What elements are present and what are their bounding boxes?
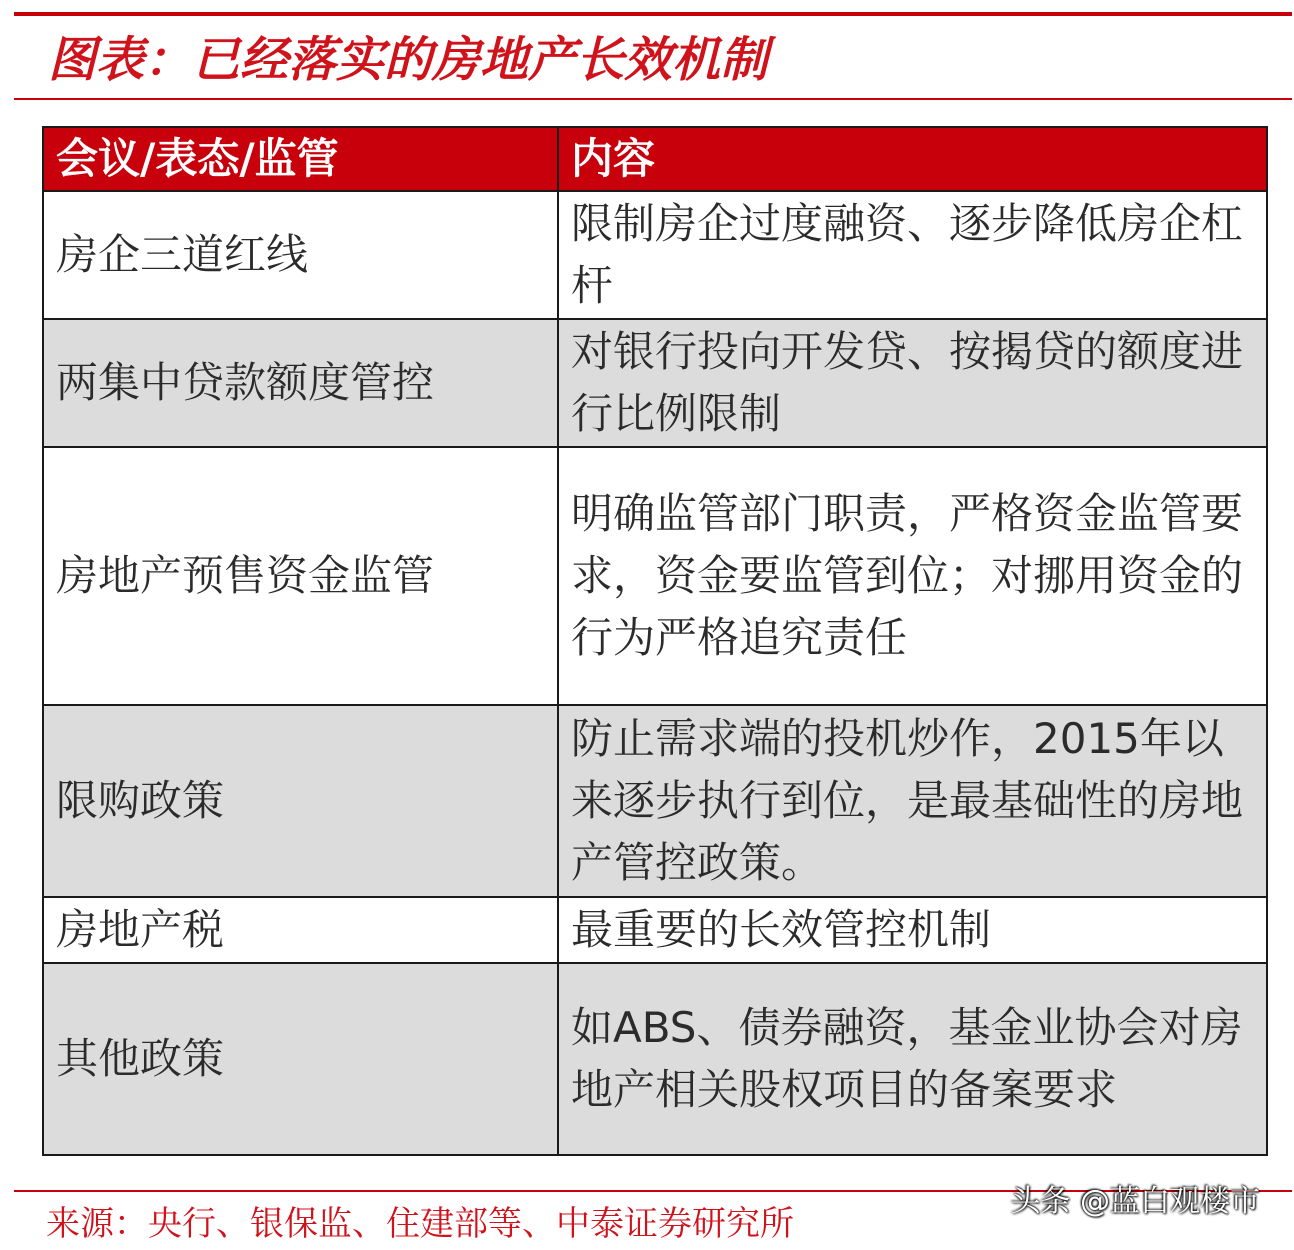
table-header-row: [43, 127, 1267, 191]
table-row: [43, 191, 1267, 319]
row-content: 对银行投向开发贷、按揭贷的额度进行比例限制: [558, 319, 1267, 447]
top-red-rule: [14, 12, 1292, 16]
row-content: 如ABS、债券融资，基金业协会对房地产相关股权项目的备案要求: [558, 963, 1267, 1155]
table-row: [43, 963, 1267, 1155]
table-row: [43, 897, 1267, 963]
row-item: 房地产预售资金监管: [43, 447, 558, 705]
source-note: 来源：央行、银保监、住建部等、中泰证券研究所: [46, 1204, 794, 1244]
row-content: 限制房企过度融资、逐步降低房企杠杆: [558, 191, 1267, 319]
table-row: [43, 705, 1267, 897]
table-row: [43, 447, 1267, 705]
header-meeting: 会议/表态/监管: [43, 127, 558, 191]
watermark: 头条 @蓝白观楼市: [1010, 1184, 1260, 1219]
policy-table: [42, 126, 1268, 1156]
row-item: 两集中贷款额度管控: [43, 319, 558, 447]
row-content: 最重要的长效管控机制: [558, 897, 1267, 963]
table-row: [43, 319, 1267, 447]
row-item: 房企三道红线: [43, 191, 558, 319]
row-item: 房地产税: [43, 897, 558, 963]
row-content: 明确监管部门职责，严格资金监管要求，资金要监管到位；对挪用资金的行为严格追究责任: [558, 447, 1267, 705]
row-content: 防止需求端的投机炒作，2015年以来逐步执行到位，是最基础性的房地产管控政策。: [558, 705, 1267, 897]
row-item: 其他政策: [43, 963, 558, 1155]
figure-title: 图表：已经落实的房地产长效机制: [48, 32, 769, 88]
title-red-rule: [14, 98, 1292, 100]
header-content: 内容: [558, 127, 1267, 191]
row-item: 限购政策: [43, 705, 558, 897]
